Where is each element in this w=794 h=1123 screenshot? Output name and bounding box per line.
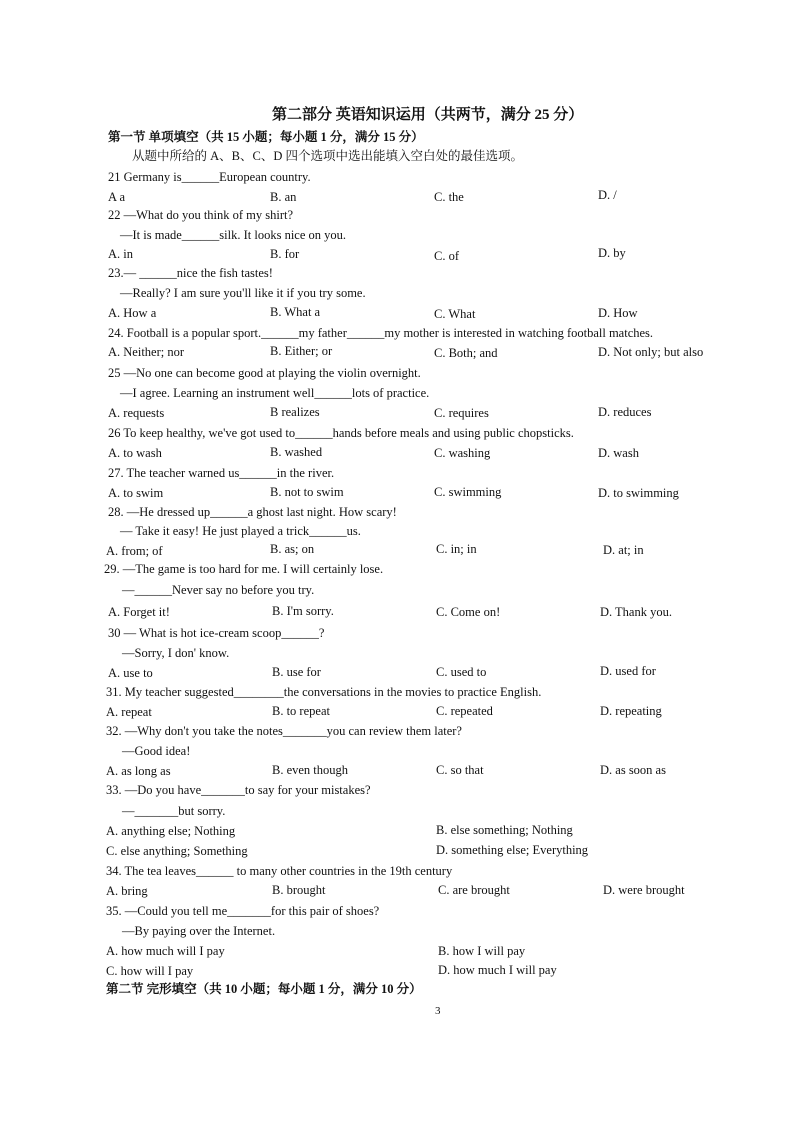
- q24-option-b[interactable]: B. Either; or: [270, 344, 333, 358]
- q25-option-d[interactable]: D. reduces: [598, 405, 652, 419]
- q23-option-b[interactable]: B. What a: [270, 305, 321, 319]
- q33-option-d[interactable]: D. something else; Everything: [436, 843, 589, 857]
- q30-option-b[interactable]: B. use for: [272, 665, 321, 679]
- q25-option-c[interactable]: C. requires: [434, 406, 489, 420]
- q25-stem: 25 —No one can become good at playing the violin overnight.: [108, 366, 421, 380]
- q22-stem: 22 —What do you think of my shirt?: [108, 208, 294, 222]
- section1-instruction: 从题中所给的 A、B、C、D 四个选项中选出能填入空白处的最佳选项。: [132, 149, 523, 163]
- q27-option-b[interactable]: B. not to swim: [270, 485, 344, 499]
- q24-stem: 24. Football is a popular sport.______my father______my mother is interested in watching football matches.: [108, 326, 654, 340]
- q22-option-b[interactable]: B. for: [270, 247, 300, 261]
- q27-option-a[interactable]: A. to swim: [108, 486, 164, 500]
- q29-option-a[interactable]: A. Forget it!: [108, 605, 170, 619]
- q26-stem: 26 To keep healthy, we've got used to______hands before meals and using public chopsticks.: [108, 426, 574, 440]
- q30-stem-2: —Sorry, I don' know.: [122, 646, 230, 660]
- q28-option-a[interactable]: A. from; of: [106, 544, 163, 558]
- q35-option-b[interactable]: B. how I will pay: [438, 944, 526, 958]
- q26-option-c[interactable]: C. washing: [434, 446, 491, 460]
- q21-option-d[interactable]: D. /: [598, 188, 617, 202]
- q28-option-b[interactable]: B. as; on: [270, 542, 315, 556]
- q30-option-d[interactable]: D. used for: [600, 664, 656, 678]
- q32-stem-2: —Good idea!: [122, 744, 191, 758]
- q29-option-b[interactable]: B. I'm sorry.: [272, 604, 334, 618]
- q22-option-d[interactable]: D. by: [598, 246, 626, 260]
- q35-option-d[interactable]: D. how much I will pay: [438, 963, 557, 977]
- q21-option-c[interactable]: C. the: [434, 190, 464, 204]
- q27-option-c[interactable]: C. swimming: [434, 485, 502, 499]
- q22-option-c[interactable]: C. of: [434, 249, 459, 263]
- part-title: 第二部分 英语知识运用（共两节，满分 25 分）: [272, 107, 584, 123]
- q31-stem: 31. My teacher suggested________the conversations in the movies to practice English.: [106, 685, 542, 699]
- q25-stem-2: —I agree. Learning an instrument well______lots of practice.: [120, 386, 430, 400]
- q30-option-c[interactable]: C. used to: [436, 665, 487, 679]
- q28-option-c[interactable]: C. in; in: [436, 542, 477, 556]
- section1-header: 第一节 单项填空（共 15 小题；每小题 1 分，满分 15 分）: [108, 130, 424, 144]
- q28-option-d[interactable]: D. at; in: [603, 543, 644, 557]
- q33-option-b[interactable]: B. else something; Nothing: [436, 823, 573, 837]
- q29-option-d[interactable]: D. Thank you.: [600, 605, 672, 619]
- q32-option-d[interactable]: D. as soon as: [600, 763, 666, 777]
- q33-option-a[interactable]: A. anything else; Nothing: [106, 824, 236, 838]
- q29-stem-2: —______Never say no before you try.: [122, 583, 315, 597]
- q34-option-b[interactable]: B. brought: [272, 883, 326, 897]
- q23-option-d[interactable]: D. How: [598, 306, 638, 320]
- q31-option-c[interactable]: C. repeated: [436, 704, 493, 718]
- q34-option-d[interactable]: D. were brought: [603, 883, 685, 897]
- q34-option-a[interactable]: A. bring: [106, 884, 148, 898]
- q26-option-d[interactable]: D. wash: [598, 446, 639, 460]
- q24-option-d[interactable]: D. Not only; but also: [598, 345, 704, 359]
- q27-stem: 27. The teacher warned us______in the river.: [108, 466, 335, 480]
- q32-stem: 32. —Why don't you take the notes_______you can review them later?: [106, 724, 462, 738]
- q31-option-d[interactable]: D. repeating: [600, 704, 662, 718]
- q34-stem: 34. The tea leaves______ to many other countries in the 19th century: [106, 864, 453, 878]
- q24-option-c[interactable]: C. Both; and: [434, 346, 498, 360]
- q26-option-b[interactable]: B. washed: [270, 445, 323, 459]
- section2-header: 第二节 完形填空（共 10 小题；每小题 1 分，满分 10 分）: [106, 982, 422, 996]
- q28-stem: 28. —He dressed up______a ghost last night. How scary!: [108, 505, 397, 519]
- q31-option-b[interactable]: B. to repeat: [272, 704, 330, 718]
- q35-option-c[interactable]: C. how will I pay: [106, 964, 194, 978]
- q31-option-a[interactable]: A. repeat: [106, 705, 152, 719]
- q24-option-a[interactable]: A. Neither; nor: [108, 345, 185, 359]
- q35-stem-2: —By paying over the Internet.: [122, 924, 276, 938]
- q33-option-c[interactable]: C. else anything; Something: [106, 844, 248, 858]
- q32-option-a[interactable]: A. as long as: [106, 764, 171, 778]
- q21-option-a[interactable]: A a: [108, 190, 126, 204]
- q23-option-c[interactable]: C. What: [434, 307, 476, 321]
- q25-option-a[interactable]: A. requests: [108, 406, 165, 420]
- q22-option-a[interactable]: A. in: [108, 247, 133, 261]
- q21-option-b[interactable]: B. an: [270, 190, 297, 204]
- q29-stem: 29. —The game is too hard for me. I will certainly lose.: [104, 562, 384, 576]
- q30-option-a[interactable]: A. use to: [108, 666, 153, 680]
- q23-stem-2: —Really? I am sure you'll like it if you try some.: [120, 286, 366, 300]
- q28-stem-2: — Take it easy! He just played a trick______us.: [120, 524, 361, 538]
- q22-stem-2: —It is made______silk. It looks nice on you.: [120, 228, 347, 242]
- q32-option-c[interactable]: C. so that: [436, 763, 484, 777]
- q35-option-a[interactable]: A. how much will I pay: [106, 944, 225, 958]
- page-number: 3: [435, 1005, 441, 1017]
- q32-option-b[interactable]: B. even though: [272, 763, 349, 777]
- q26-option-a[interactable]: A. to wash: [108, 446, 162, 460]
- q25-option-b[interactable]: B realizes: [270, 405, 320, 419]
- q27-option-d[interactable]: D. to swimming: [598, 486, 679, 500]
- q29-option-c[interactable]: C. Come on!: [436, 605, 501, 619]
- q23-option-a[interactable]: A. How a: [108, 306, 157, 320]
- q34-option-c[interactable]: C. are brought: [438, 883, 510, 897]
- q23-stem: 23.— ______nice the fish tastes!: [108, 266, 273, 280]
- q33-stem-2: —_______but sorry.: [122, 804, 226, 818]
- q30-stem: 30 — What is hot ice-cream scoop______?: [108, 626, 325, 640]
- q21-stem: 21 Germany is______European country.: [108, 170, 311, 184]
- q35-stem: 35. —Could you tell me_______for this pair of shoes?: [106, 904, 380, 918]
- q33-stem: 33. —Do you have_______to say for your mistakes?: [106, 783, 371, 797]
